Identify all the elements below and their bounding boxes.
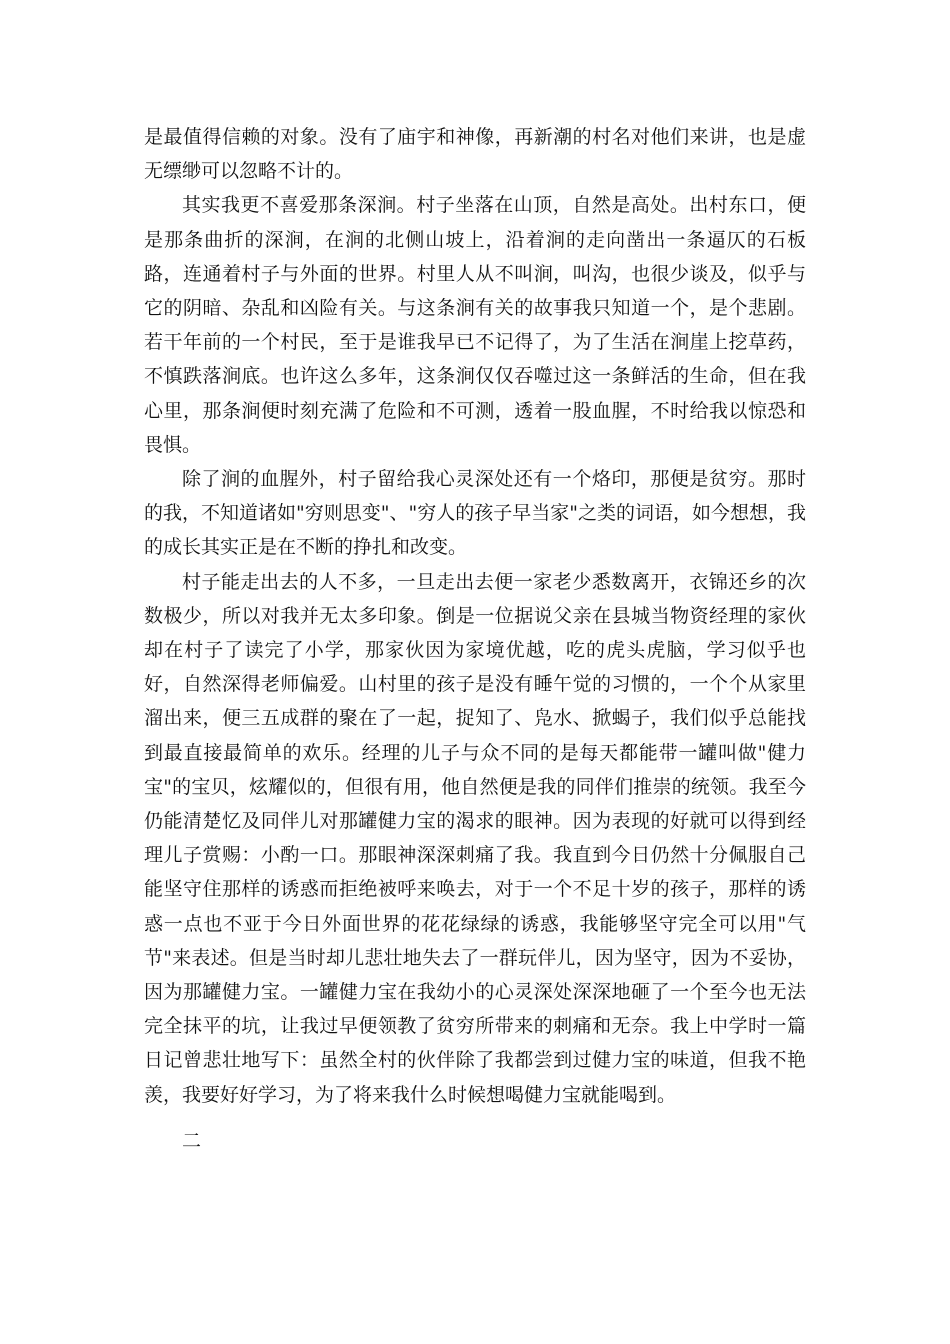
document-body [144, 120, 806, 1158]
paragraph-continued: 是最值得信赖的对象。没有了庙宇和神像，再新潮的村名对他们来讲，也是虚无缥缈可以忽略不计的。 [144, 126, 806, 183]
paragraph-poverty: 除了涧的血腥外，村子留给我心灵深处还有一个烙印，那便是贫穷。那时的我，不知道诸如"穷则思变"、"穷人的孩子早当家"之类的词语，如今想想，我的成长其实正是在不断的挣扎和改变。 [144, 468, 806, 559]
paragraph-jianlibao: 村子能走出去的人不多，一旦走出去便一家老少悉数离开，衣锦还乡的次数极少，所以对我并无太多印象。倒是一位据说父亲在县城当物资经理的家伙却在村子了读完了小学，那家伙因为家境优越，吃的虎头虎脑，学习似乎也好，自然深得老师偏爱。山村里的孩子是没有睡午觉的习惯的，一个个从家里溜出来，便三五成群的聚在了一起，捉知了、凫水、掀蝎子，我们似乎总能找到最直接最简单的欢乐。经理的儿子与众不同的是每天都能带一罐叫做"健力宝"的宝贝，炫耀似的，但很有用，他自然便是我的同伴们推崇的统领。我至今仍能清楚忆及同伴儿对那罐健力宝的渴求的眼神。因为表现的好就可以得到经理儿子赏赐：小酌一口。那眼神深深刺痛了我。我直到今日仍然十分佩服自己能坚守住那样的诱惑而拒绝被呼来唤去，对于一个不足十岁的孩子，那样的诱惑一点也不亚于今日外面世界的花花绿绿的诱惑，我能够坚守完全可以用"气节"来表述。但是当时却儿悲壮地失去了一群玩伴儿，因为坚守，因为不妥协，因为那罐健力宝。一罐健力宝在我幼小的心灵深处深深地砸了一个至今也无法完全抹平的坑，让我过早便领教了贫穷所带来的刺痛和无奈。我上中学时一篇日记曾悲壮地写下：虽然全村的伙伴除了我都尝到过健力宝的味道，但我不艳羡，我要好好学习，为了将来我什么时候想喝健力宝就能喝到。 [144, 570, 806, 1106]
paragraph-ravine: 其实我更不喜爱那条深涧。村子坐落在山顶，自然是高处。出村东口，便是那条曲折的深涧，在涧的北侧山坡上，沿着涧的走向凿出一条逼仄的石板路，连通着村子与外面的世界。村里人从不叫涧，叫沟，也很少谈及，似乎与它的阴暗、杂乱和凶险有关。与这条涧有关的故事我只知道一个，是个悲剧。若干年前的一个村民，至于是谁我早已不记得了，为了生活在涧崖上挖草药，不慎跌落涧底。也许这么多年，这条涧仅仅吞噬过这一条鲜活的生命，但在我心里，那条涧便时刻充满了危险和不可测，透着一股血腥，不时给我以惊恐和畏惧。 [144, 194, 806, 456]
section-heading: 二 [182, 1129, 202, 1152]
